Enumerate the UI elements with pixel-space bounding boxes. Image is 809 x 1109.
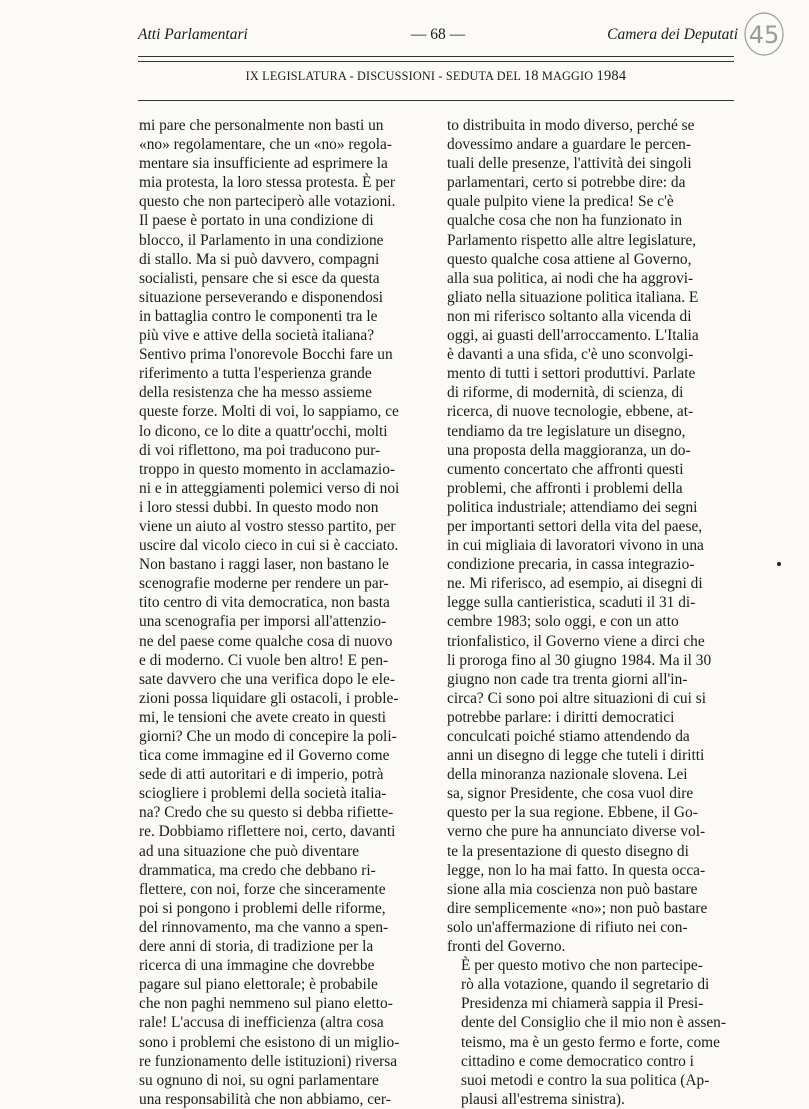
text-line: dere anni di storia, di tradizione per la [139, 938, 374, 956]
text-line: su ognuno di noi, su ogni parlamentare [139, 1071, 379, 1089]
subheader-legislature: IX LEGISLATURA - DISCUSSIONI - SEDUTA DEL [245, 69, 524, 83]
text-line: parlamentari, certo si potrebbe dire: da [447, 174, 686, 192]
text-line: na? Credo che su questo si debba rifiette- [139, 804, 394, 822]
text-line: riferimento a tutta l'esperienza grande [139, 365, 372, 383]
text-line: della resistenza che ha messo assieme [139, 384, 372, 402]
text-line: Sentivo prima l'onorevole Bocchi fare un [139, 346, 393, 364]
handwritten-page-stamp [740, 10, 786, 58]
text-line: sa, signor Presidente, che cosa vuol dire [447, 785, 694, 803]
text-line: ne. Mi riferisco, ad esempio, ai disegni di [447, 575, 703, 593]
text-line: dire semplicemente «no»; non può bastare [447, 899, 708, 917]
text-line: trionfalistico, il Governo viene a dirci che [447, 632, 705, 650]
text-line: condizione precaria, in cassa integrazio- [447, 556, 695, 574]
text-line: è davanti a una sfida, c'è uno sconvolgi- [447, 346, 694, 364]
text-line: una responsabilità che non abbiamo, cer- [139, 1090, 391, 1108]
text-line: rò alla votazione, quando il segretario di [461, 976, 710, 994]
text-line: cittadino e come democratico contro i [461, 1052, 694, 1070]
text-line: quale pulpito viene la predica! Se c'è [447, 193, 674, 211]
text-line: sione alla mia coscienza non può bastare [447, 880, 698, 898]
text-line: questo che non parteciperò alle votazioni. [139, 193, 396, 211]
text-line: Non bastano i raggi laser, non bastano le [139, 556, 389, 574]
text-line: socialisti, pensare che si esce da questa [139, 269, 380, 287]
right-paragraph-2 [447, 956, 737, 1109]
session-subheader [138, 68, 734, 85]
header-chamber: Camera dei Deputati [607, 26, 738, 43]
header-page-number: — 68 — [410, 26, 466, 43]
text-line: zioni possa liquidare gli ostacoli, i proble- [139, 689, 399, 707]
text-line: plausi all'estrema sinistra). [461, 1090, 625, 1108]
text-line: mentare sia insufficiente ad esprimere la [139, 155, 388, 173]
text-line: to distribuita in modo diverso, perché se [447, 117, 695, 134]
page-header [138, 22, 738, 46]
text-line: dente del Consiglio che il mio non è assen- [461, 1014, 727, 1032]
text-line: tuali delle presenze, l'attività dei singoli [447, 155, 692, 173]
subheader-month: MAGGIO [538, 69, 597, 83]
text-line: cumento concertato che affronti questi [447, 460, 684, 478]
text-line: legge, non lo ha mai fatto. In questa occa- [447, 861, 706, 879]
text-line: queste forze. Molti di voi, lo sappiamo, ce [139, 403, 399, 421]
text-line: non mi riferisco soltanto alla vicenda di [447, 307, 692, 325]
text-line: legge sulla cantieristica, scaduti il 31 di- [447, 594, 696, 612]
text-line: oggi, ai guasti dell'arroccamento. L'Italia [447, 327, 699, 345]
text-line: ne del paese come qualche cosa di nuovo [139, 632, 393, 650]
text-line: di stallo. Ma si può davvero, compagni [139, 250, 380, 268]
text-line: mento di tutti i settori produttivi. Parlate [447, 365, 696, 383]
text-line: e di moderno. Ci vuole ben altro! E pen- [139, 651, 389, 669]
text-line: rale! L'accusa di inefficienza (altra cosa [139, 1014, 384, 1032]
text-line: in cui migliaia di lavoratori vivono in una [447, 537, 704, 555]
text-line: drammatica, ma credo che debbano ri- [139, 861, 376, 879]
text-line: Parlamento rispetto alle altre legislature, [447, 231, 697, 249]
text-line: di riforme, di modernità, di scienza, di [447, 384, 684, 402]
text-line: lo dicono, ce lo dite a quattr'occhi, molti [139, 422, 388, 440]
text-line: tito centro di vita democratica, non basta [139, 594, 390, 612]
text-line: re funzionamento delle istituzioni) riversa [139, 1052, 398, 1070]
text-line: tendiamo da tre legislature un disegno, [447, 422, 686, 440]
text-line: in battaglia contro le componenti tra le [139, 307, 378, 325]
text-line: flettere, con noi, forze che sinceramente [139, 880, 386, 898]
text-line: li proroga fino al 30 giugno 1984. Ma il 30 [447, 651, 712, 669]
text-line: giorni? Che un modo di concepire la poli- [139, 728, 397, 745]
text-line: una scenografia per imporsi all'attenzio- [139, 613, 387, 631]
text-line: viene un aiuto al vostro stesso partito, per [139, 517, 396, 535]
text-line: ni e in atteggiamenti polemici verso di noi [139, 479, 400, 497]
text-line: della minoranza nazionale slovena. Lei [447, 766, 688, 784]
text-line: blocco, il Parlamento in una condizione [139, 231, 384, 249]
text-line: Presidenza mi chiamerà sappia il Presi- [461, 995, 704, 1013]
text-line: È per questo motivo che non partecipe- [461, 957, 703, 975]
text-line: circa? Ci sono poi altre situazioni di cui si [447, 689, 707, 707]
text-line: alla sua politica, ai nodi che ha aggrovi- [447, 269, 694, 287]
left-text-column [139, 116, 429, 1109]
header-rule-second [138, 61, 734, 62]
text-line: ricerca di una immagine che dovrebbe [139, 957, 375, 975]
text-line: i loro stessi dubbi. In questo modo non [139, 498, 379, 516]
text-line: gliato nella situazione politica italiana. E [447, 288, 699, 306]
text-line: pagare sul piano elettorale; è probabile [139, 976, 378, 994]
text-line: mia protesta, la loro stessa protesta. È per [139, 174, 396, 192]
text-line: potrebbe parlare: i diritti democratici [447, 708, 675, 726]
subheader-rule [138, 100, 734, 101]
header-rule-top [138, 56, 734, 57]
text-line: problemi, che affronti i problemi della [447, 479, 683, 497]
text-line: te la presentazione di questo disegno di [447, 842, 689, 860]
text-line: una proposta della maggioranza, un do- [447, 441, 691, 459]
text-line: conculcati poiché stiamo attendendo da [447, 728, 690, 745]
subheader-day: 18 [523, 68, 539, 84]
text-line: mi pare che personalmente non basti un [139, 117, 384, 134]
text-line: anni un disegno di legge che tuteli i diritti [447, 747, 705, 765]
text-line: cembre 1983; solo oggi, e con un atto [447, 613, 679, 631]
text-line: ricerca, di nuove tecnologie, ebbene, at- [447, 403, 694, 421]
text-line: «no» regolamentare, che un «no» regola- [139, 136, 392, 154]
text-line: sede di atti autoritari e di imperio, potrà [139, 766, 384, 784]
text-line: per importanti settori della vita del paese, [447, 517, 703, 535]
text-line: dovessimo andare a guardare le percen- [447, 136, 691, 154]
text-line: uscire dal vicolo cieco in cui si è cacciato. [139, 537, 399, 555]
text-line: suoi metodi e contro la sua politica (Ap- [461, 1071, 710, 1089]
text-line: questo per la sua regione. Ebbene, il Go- [447, 804, 698, 822]
margin-dot [777, 562, 781, 566]
text-line: re. Dobbiamo riflettere noi, certo, davanti [139, 823, 396, 841]
text-line: giugno non cade tra trenta giorni all'in- [447, 670, 688, 688]
text-line: troppo in questo momento in acclamazio- [139, 460, 396, 478]
right-text-column [447, 116, 737, 1109]
text-line: ad una situazione che può diventare [139, 842, 360, 860]
text-line: politica industriale; attendiamo dei segni [447, 498, 698, 516]
text-line: qualche cosa che non ha funzionato in [447, 212, 683, 230]
stamp-number: 45 [748, 21, 780, 49]
subheader-year: 1984 [596, 68, 627, 84]
text-line: di voi riflettono, ma poi traducono pur- [139, 441, 381, 459]
header-publication: Atti Parlamentari [138, 26, 248, 43]
text-line: sono i problemi che esistono di un miglio- [139, 1033, 400, 1051]
text-line: teismo, ma è un gesto fermo e forte, come [461, 1033, 720, 1051]
text-line: sciogliere i problemi della società italia- [139, 785, 387, 803]
text-line: fronti del Governo. [447, 938, 566, 956]
text-line: verno che pure ha annunciato diverse vol- [447, 823, 706, 841]
text-line: scenografie moderne per rendere un par- [139, 575, 389, 593]
text-line: questo qualche cosa attiene al Governo, [447, 250, 692, 268]
text-line: poi si pongono i problemi delle riforme, [139, 899, 386, 917]
text-line: situazione perseverando e disponendosi [139, 288, 384, 306]
text-line: tica come immagine ed il Governo come [139, 747, 390, 765]
text-line: Il paese è portato in una condizione di [139, 212, 374, 230]
text-line: del rinnovamento, ma che vanno a spen- [139, 918, 389, 936]
right-paragraph-1 [447, 116, 737, 956]
text-line: solo un'affermazione di rifiuto nei con- [447, 918, 688, 936]
text-line: che non paghi nemmeno sul piano eletto- [139, 995, 393, 1013]
text-line: più vive e attive della società italiana? [139, 327, 375, 345]
text-line: sate davvero che una verifica dopo le ele- [139, 670, 395, 688]
text-line: mi, le tensioni che avete creato in questi [139, 708, 387, 726]
